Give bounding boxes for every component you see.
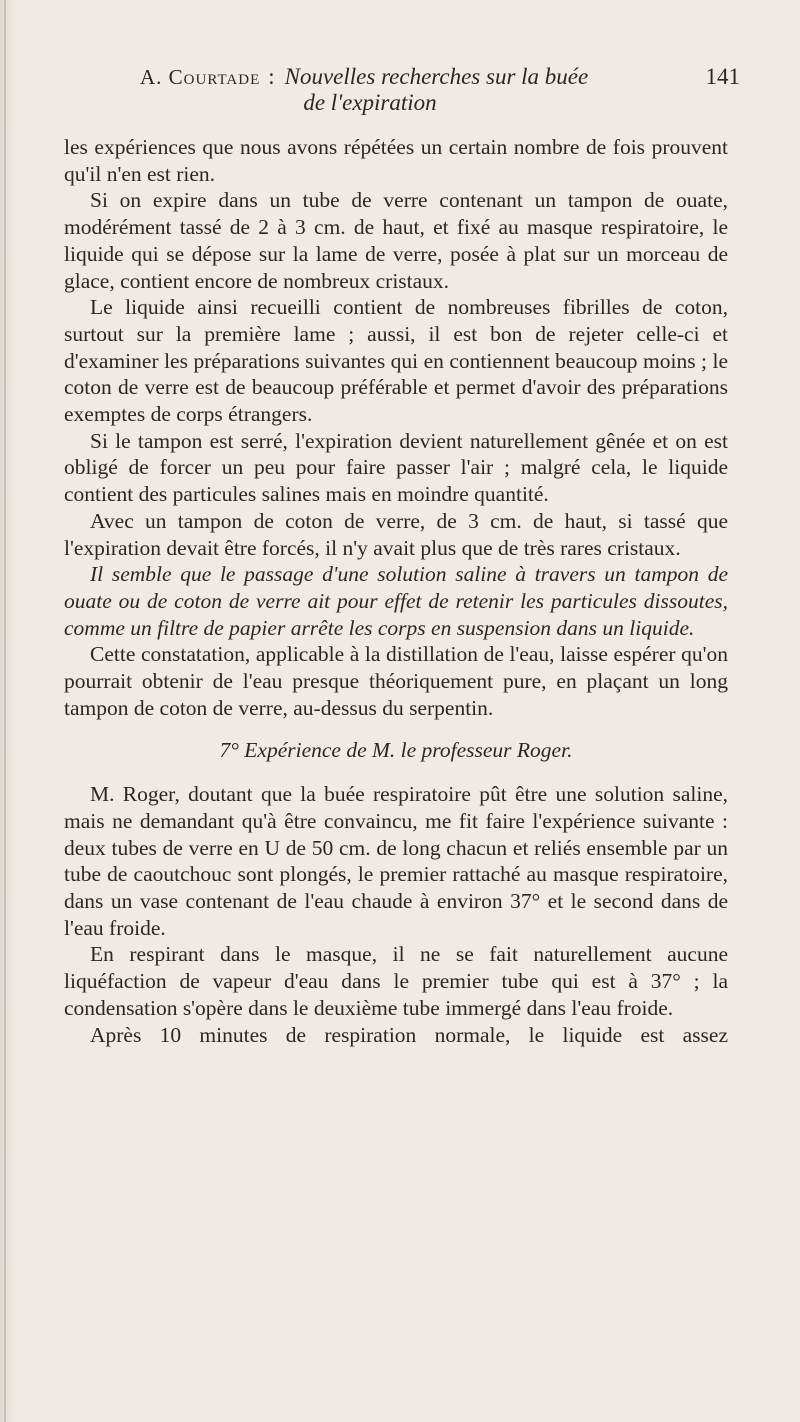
header-author: A. Courtade [140,65,261,89]
paragraph: Si on expire dans un tube de verre contenant un tampon de ouate, modérément tassé de 2 à 3 cm. de haut, et fixé au masque respiratoire, le liquide qui se dépose sur la lame de verre, posée à plat sur un morceau de glace, contient encore de nombreux cristaux. [64,188,728,293]
page-binding-edge [4,0,6,1422]
paragraph: Cette constatation, applicable à la distillation de l'eau, laisse espérer qu'on pourrait obtenir de l'eau presque théoriquement pure, en plaçant un long tampon de coton de verre, au-dessus du serpentin. [64,642,728,720]
paragraph: les expériences que nous avons répétées un certain nombre de fois prouvent qu'il n'en est rien. [64,135,728,186]
paragraph: Si le tampon est serré, l'expiration devient naturellement gênée et on est obligé de forcer un peu pour faire passer l'air ; malgré cela, le liquide contient des particules salines mais en moindre quantité. [64,428,728,507]
page-body-text [64,134,728,1048]
paragraph-italic: Il semble que le passage d'une solution saline à travers un tampon de ouate ou de coton de verre ait pour effet de retenir les particules dissoutes, comme un filtre de papier arrête les corps en suspension dans un liquide. [64,562,728,640]
running-header [140,64,740,116]
header-title: Nouvelles recherches sur la buée [284,64,589,89]
header-separator: : [268,64,275,89]
paragraph: En respirant dans le masque, il ne se fait naturellement aucune liquéfaction de vapeur d'eau dans le premier tube qui est à 37° ; la condensation s'opère dans le deuxième tube immergé dans l'eau froide. [64,942,728,1020]
section-heading: 7° Expérience de M. le professeur Roger. [219,738,573,763]
paragraph: Après 10 minutes de respiration normale, le liquide est assez [90,1022,728,1047]
page-number: 141 [705,64,740,89]
header-title-continuation: de l'expiration [303,90,437,115]
running-header-line [140,64,740,90]
paragraph: M. Roger, doutant que la buée respiratoire pût être une solution saline, mais ne demandant qu'à être convaincu, me fit faire l'expérience suivante : deux tubes de verre en U de 50 cm. de long chacun et reliés ensemble par un tube de caoutchouc sont plongés, le premier rattaché au masque respiratoire, dans un vase contenant de l'eau chaude à environ 37° et le second dans de l'eau froide. [64,782,728,940]
paragraph: Avec un tampon de coton de verre, de 3 cm. de haut, si tassé que l'expiration devait être forcés, il n'y avait plus que de très rares cristaux. [64,508,728,560]
paragraph: Le liquide ainsi recueilli contient de nombreuses fibrilles de coton, surtout sur la première lame ; aussi, il est bon de rejeter celle-ci et d'examiner les préparations suivantes qui en contiennent beaucoup moins ; le coton de verre est de beaucoup préférable et permet d'avoir des préparations exemptes de corps étrangers. [64,295,728,427]
